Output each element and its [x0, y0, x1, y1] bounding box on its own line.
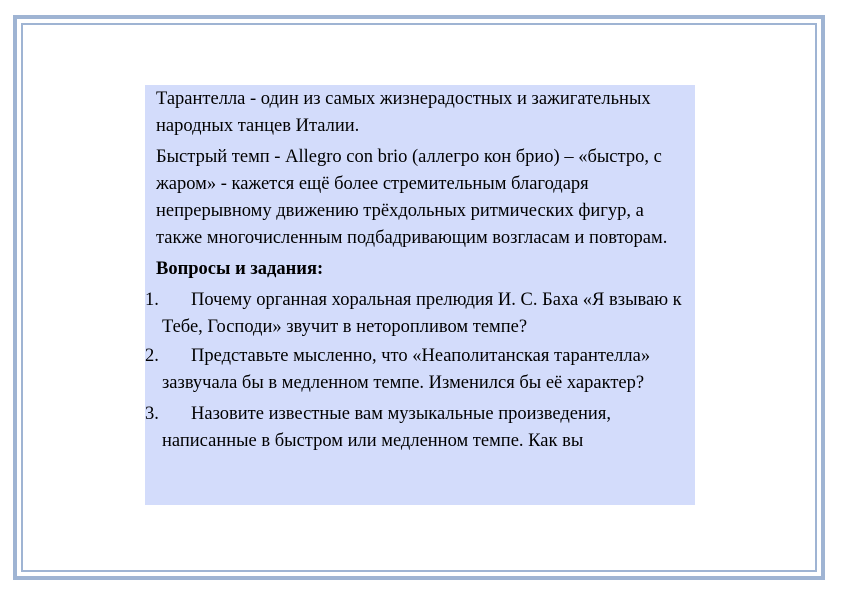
questions-heading: Вопросы и задания:: [156, 259, 324, 279]
tempo-paragraph: Быстрый темп - Allegro con brio (аллегро кон брио) – «быстро, с жаром» - кажется ещё более стремительным благодаря непрерывному движению трёхдольных ритмических фигур, а также многочисленным подбадривающим возгласам и повторам.: [156, 147, 668, 248]
question-text: Почему органная хоральная прелюдия И. С. Баха «Я взываю к Тебе, Господи» звучит в неторопливом темпе?: [162, 290, 682, 337]
intro-paragraph: Тарантелла - один из самых жизнерадостных и зажигательных народных танцев Италии.: [156, 89, 651, 136]
question-text: Назовите известные вам музыкальные произведения, написанные в быстром или медленном темпе. Как вы: [162, 404, 611, 451]
question-item-2: [145, 343, 695, 397]
text-block: [145, 85, 695, 505]
question-number: 2.: [145, 346, 159, 366]
question-item-1: [145, 287, 695, 341]
question-number: 3.: [145, 404, 159, 424]
question-number: 1.: [145, 290, 159, 310]
question-item-3: [145, 401, 695, 455]
question-text: Представьте мысленно, что «Неаполитанская тарантелла» зазвучала бы в медленном темпе. Изменился бы её характер?: [162, 346, 651, 393]
